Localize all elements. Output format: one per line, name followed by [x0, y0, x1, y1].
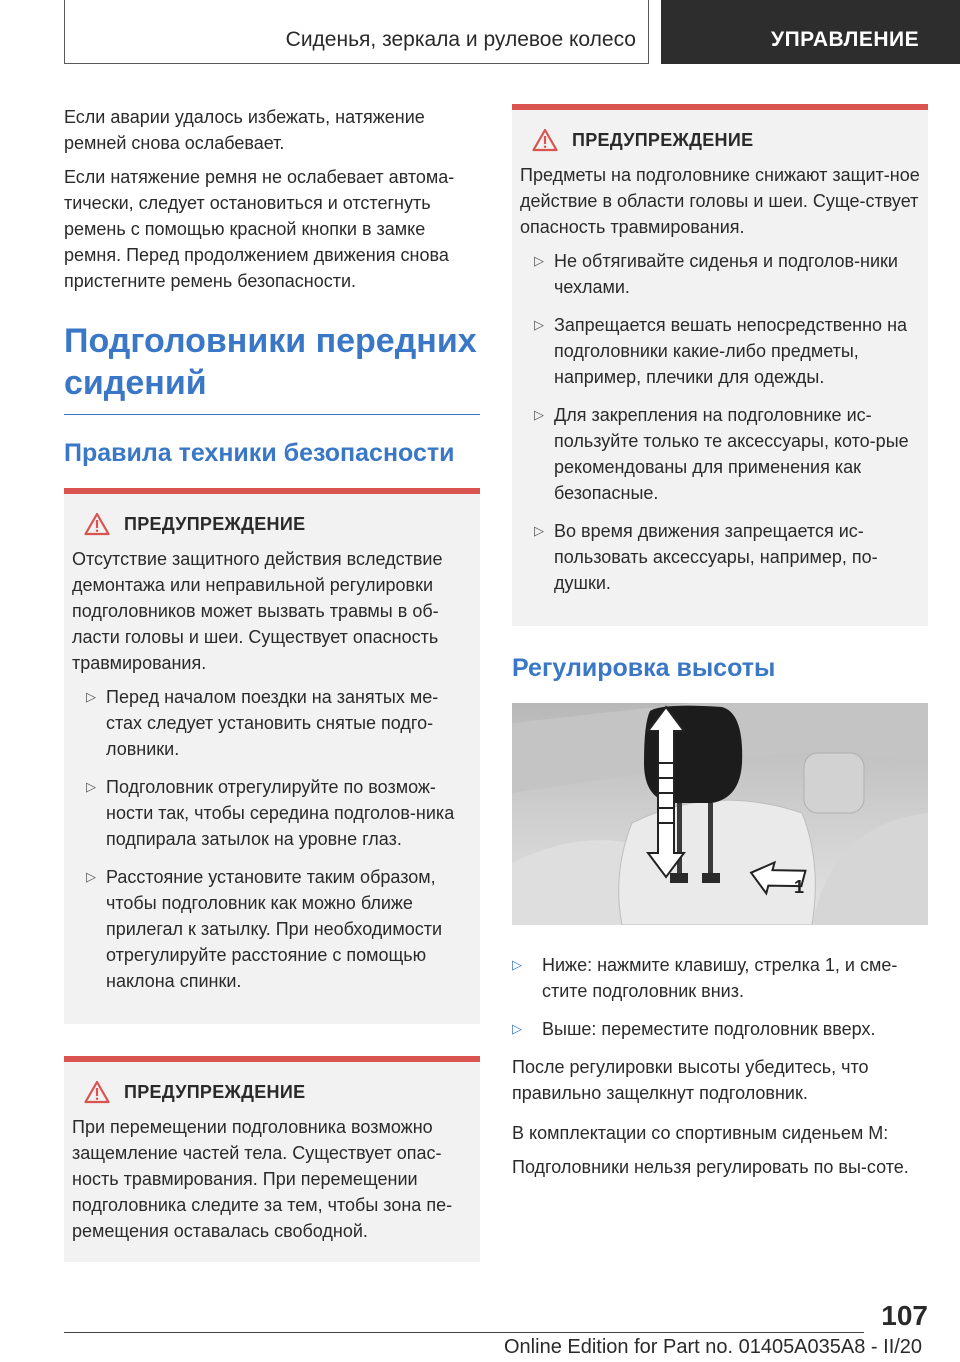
list-item — [520, 312, 920, 390]
figure-callout-label: 1 — [794, 877, 805, 897]
warning-text: Отсутствие защитного действия вследствие демонтажа или неправильной регулировки подголовников может вызвать травмы в об-ласти головы и шеи. Существует опасность травмирования. — [72, 549, 443, 673]
list-item — [72, 774, 472, 852]
warning-text: При перемещении подголовника возможно защемление частей тела. Существует опас-ность травмирования. При перемещении подголовника следите за тем, чтобы зона пе-ремещения оставалась свободной. — [72, 1117, 453, 1241]
footer-divider — [64, 1332, 864, 1333]
list-item-text: Во время движения запрещается ис-пользовать аксессуары, например, по-душки. — [554, 521, 878, 593]
triangle-bullet-icon: ▷ — [86, 869, 96, 884]
header-section-tab — [661, 0, 960, 64]
subsection-heading: Регулировка высоты — [512, 654, 776, 682]
warning-list — [520, 248, 920, 596]
warning-triangle-icon — [84, 1080, 110, 1104]
list-item-text: Расстояние установите таким образом, чтобы подголовник как можно ближе прилегал к затылку. При необходимости отрегулируйте расстояние с помощью наклона спинки. — [106, 867, 443, 991]
paragraph: Если натяжение ремня не ослабевает автома-тически, следует остановиться и отстегнуть ремень с помощью красной кнопки в замке ремня. Перед продолжением движения снова пристегните ремень безопасности. — [64, 167, 455, 291]
triangle-bullet-icon: ▷ — [534, 407, 544, 422]
section-heading: Подголовники передних сидений — [64, 320, 480, 415]
triangle-bullet-icon: ▷ — [86, 689, 96, 704]
warning-box — [64, 1056, 480, 1262]
triangle-bullet-icon: ▷ — [512, 957, 522, 972]
edition-note: Online Edition for Part no. 01405A035A8 - II/20 — [504, 1336, 923, 1358]
warning-title: ПРЕДУПРЕЖДЕНИЕ — [124, 1081, 306, 1102]
list-item — [520, 518, 920, 596]
warning-box — [512, 104, 928, 626]
page-number: 107 — [881, 1300, 928, 1331]
list-item — [72, 864, 472, 994]
paragraph: В комплектации со спортивным сиденьем M: — [512, 1123, 889, 1143]
list-item-text: Не обтягивайте сиденья и подголов-ники чехлами. — [554, 251, 898, 297]
list-item-text: Перед началом поездки на занятых ме-стах следует установить снятые подго-ловники. — [106, 687, 439, 759]
triangle-bullet-icon: ▷ — [512, 1021, 522, 1036]
list-item-text: Выше: переместите подголовник вверх. — [542, 1019, 876, 1039]
triangle-bullet-icon: ▷ — [534, 523, 544, 538]
left-column — [64, 104, 480, 1262]
paragraph: Подголовники нельзя регулировать по вы-соте. — [512, 1157, 909, 1177]
warning-header — [84, 512, 472, 536]
chapter-title: Сиденья, зеркала и рулевое колесо — [285, 28, 636, 51]
warning-title: ПРЕДУПРЕЖДЕНИЕ — [124, 513, 306, 534]
list-item — [520, 248, 920, 300]
list-item — [512, 1016, 928, 1042]
list-item — [520, 402, 920, 506]
triangle-bullet-icon: ▷ — [534, 253, 544, 268]
list-item — [72, 684, 472, 762]
warning-triangle-icon — [532, 128, 558, 152]
section-label: УПРАВЛЕНИЕ — [771, 28, 920, 51]
warning-header — [532, 128, 920, 152]
warning-box — [64, 488, 480, 1024]
warning-header — [84, 1080, 472, 1104]
list-item-text: Запрещается вешать непосредственно на подголовники какие-либо предметы, например, плечики для одежды. — [554, 315, 908, 387]
steps-list — [512, 952, 928, 1042]
list-item — [512, 952, 928, 1004]
list-item-text: Ниже: нажмите клавишу, стрелка 1, и сме-стите подголовник вниз. — [542, 955, 898, 1001]
warning-triangle-icon — [84, 512, 110, 536]
headrest-illustration — [512, 703, 928, 925]
paragraph: Если аварии удалось избежать, натяжение ремней снова ослабевает. — [64, 107, 425, 153]
header-chapter-tab — [64, 0, 649, 64]
right-column — [512, 104, 928, 1188]
warning-text: Предметы на подголовнике снижают защит-ное действие в области головы и шеи. Суще-ствует опасность травмирования. — [520, 165, 920, 237]
list-item-text: Подголовник отрегулируйте по возмож-ности так, чтобы середина подголов-ника подпирала затылок на уровне глаз. — [106, 777, 455, 849]
warning-title: ПРЕДУПРЕЖДЕНИЕ — [572, 129, 754, 150]
subsection-heading: Правила техники безопасности — [64, 439, 455, 467]
triangle-bullet-icon: ▷ — [86, 779, 96, 794]
warning-list — [72, 684, 472, 994]
list-item-text: Для закрепления на подголовнике ис-пользуйте только те аксессуары, кото-рые рекомендованы для применения как безопасные. — [554, 405, 909, 503]
paragraph: После регулировки высоты убедитесь, что правильно защелкнут подголовник. — [512, 1057, 869, 1103]
triangle-bullet-icon: ▷ — [534, 317, 544, 332]
